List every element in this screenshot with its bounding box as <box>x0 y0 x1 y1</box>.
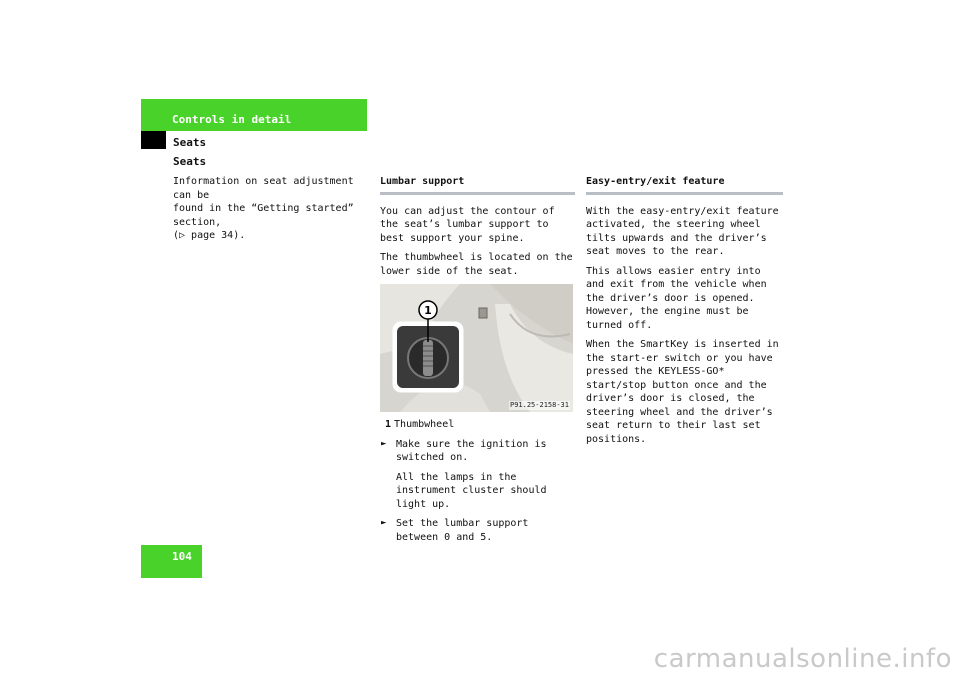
intro-line-3[interactable]: (▷ page 34). <box>173 230 246 241</box>
lumbar-heading: Lumbar support <box>380 175 575 195</box>
step-1-text: Make sure the ignition is switched on. <box>396 438 547 463</box>
callout-number: 1 <box>424 304 432 317</box>
page-number: 104 <box>172 550 192 563</box>
intro-column <box>173 175 373 243</box>
step-arrow-icon: ► <box>381 518 387 528</box>
easy-entry-para-3: When the SmartKey is inserted in the start-er switch or you have pressed the KEYLESS-GO* start/stop button once and the driver’s door is closed, the steering wheel and the driver’s seat return to their last set positions. <box>586 339 779 445</box>
easy-entry-heading: Easy-entry/exit feature <box>586 175 783 195</box>
seat-illustration <box>380 284 573 412</box>
section-marker <box>141 131 166 149</box>
easy-entry-column <box>586 175 783 452</box>
easy-entry-para-1: With the easy-entry/exit feature activated, the steering wheel tilts upwards and the driver’s seat moves to the rear. <box>586 205 779 257</box>
page-title: Seats <box>173 155 207 168</box>
image-reference: P91.25-2158-31 <box>509 401 569 409</box>
caption-text: Thumbwheel <box>394 419 455 430</box>
watermark-text: carmanualsonline.info <box>653 644 952 674</box>
photo-caption <box>380 418 575 432</box>
lumbar-column <box>380 175 575 550</box>
step-arrow-icon: ► <box>381 438 387 449</box>
step-2 <box>380 517 575 544</box>
intro-line-1: Information on seat adjustment can be <box>173 176 354 201</box>
page-number-box <box>141 545 202 578</box>
lumbar-para-2: The thumbwheel is located on the lower side of the seat. <box>380 252 573 277</box>
easy-entry-para-2: This allows easier entry into and exit from the vehicle when the driver’s door is opened. However, the engine must be turned off. <box>586 265 767 331</box>
step-1-note: All the lamps in the instrument cluster should light up. <box>396 471 547 510</box>
section-title: Seats <box>173 136 207 149</box>
intro-line-2: found in the “Getting started” section, <box>173 203 354 228</box>
thumbwheel-photo <box>380 284 573 412</box>
lumbar-para-1: You can adjust the contour of the seat’s lumbar support to best support your spine. <box>380 205 555 244</box>
chapter-header-bar <box>141 99 367 131</box>
caption-number: 1 <box>385 419 392 430</box>
step-2-text: Set the lumbar support between 0 and 5. <box>396 518 529 543</box>
step-1 <box>380 438 575 465</box>
chapter-title: Controls in detail <box>172 113 292 126</box>
